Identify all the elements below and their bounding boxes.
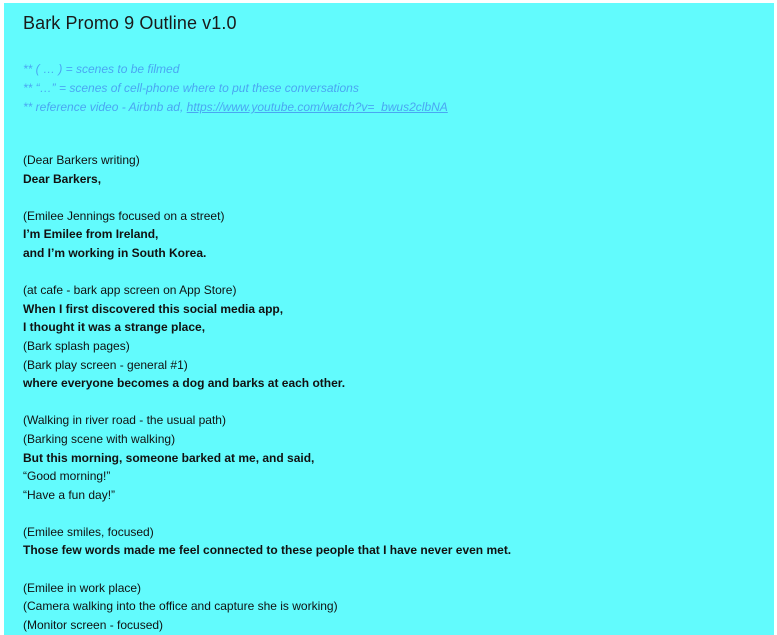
notes-section [23, 60, 448, 117]
narration-line: and I’m working in South Korea. [23, 245, 207, 260]
scene-direction: (Emilee Jennings focused on a street) [23, 208, 225, 223]
narration-line: Those few words made me feel connected to these people that I have never even met. [23, 543, 512, 558]
phone-conversation: “Have a fun day!” [23, 487, 116, 502]
scene-direction: (Dear Barkers writing) [23, 153, 140, 167]
scene-direction: (Monitor screen - focused) [23, 617, 164, 632]
scene-direction: (Bark play screen - general #1) [23, 357, 188, 372]
phone-conversation: “Good morning!” [23, 469, 111, 484]
note-reference-label: ** reference video - Airbnb ad, [23, 100, 187, 114]
narration-line: where everyone becomes a dog and barks at each other. [23, 376, 346, 391]
scene-direction: (Barking scene with walking) [23, 431, 176, 446]
note-reference [23, 98, 448, 117]
scene-direction: (Emilee in work place) [23, 580, 142, 595]
note-conversations: ** “…” = scenes of cell-phone where to put these conversations [23, 81, 359, 95]
scene-direction: (Emilee smiles, focused) [23, 524, 154, 539]
scene-direction: (Walking in river road - the usual path) [23, 413, 226, 428]
document-page [4, 3, 774, 635]
reference-video-link[interactable]: https://www.youtube.com/watch?v=_bwus2clbNA [186, 100, 448, 114]
script-body [23, 151, 763, 634]
document-title: Bark Promo 9 Outline v1.0 [23, 13, 237, 33]
narration-line: When I first discovered this social media app, [23, 301, 284, 316]
narration-line: I thought it was a strange place, [23, 320, 206, 335]
note-scenes: ** ( … ) = scenes to be filmed [23, 62, 180, 76]
scene-direction: (at cafe - bark app screen on App Store) [23, 283, 237, 298]
narration-line: Dear Barkers, [23, 171, 102, 186]
narration-line: I’m Emilee from Ireland, [23, 227, 159, 242]
scene-direction: (Bark splash pages) [23, 338, 130, 353]
narration-line: But this morning, someone barked at me, and said, [23, 450, 315, 465]
scene-direction: (Camera walking into the office and capture she is working) [23, 599, 338, 614]
